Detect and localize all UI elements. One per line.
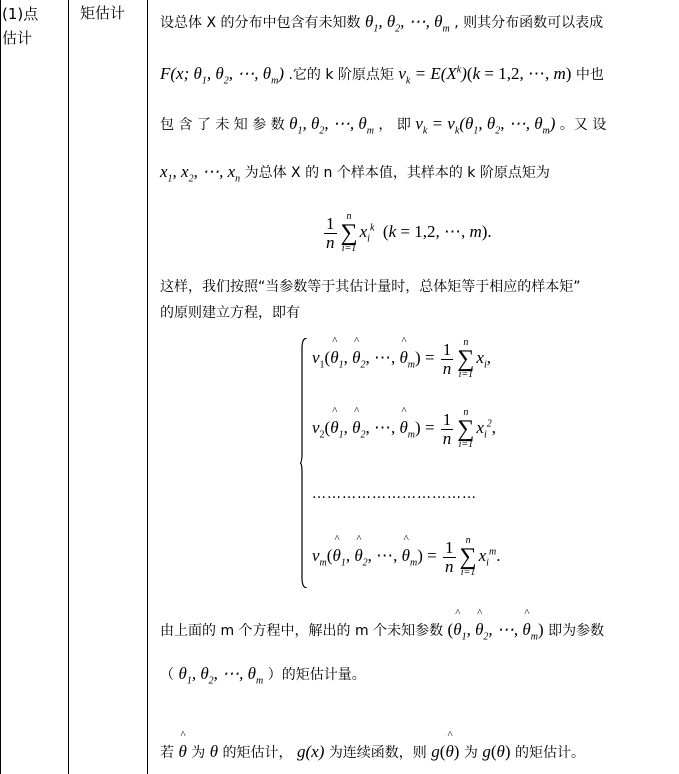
left-brace (300, 338, 308, 588)
item-cell (2, 2, 66, 50)
text-p3c: 。又 设 (559, 117, 607, 133)
text-p2b: 中也 (575, 67, 604, 83)
text-p3b: ， 即 (378, 117, 411, 133)
formula-vk-theta: $v_k = v_k(\theta_1$, $\theta_2$, ⋯, $\theta_m$) (415, 114, 556, 137)
text-p1a: 设总体 X 的分布中包含有未知数 (160, 15, 361, 31)
text-p8a: （ (160, 667, 174, 683)
formula-g-x: g(x) (296, 742, 325, 761)
text-p2a: .它的 k 阶原点矩 (288, 67, 394, 83)
formula-sample-values: $x_1$, $x_2$, ⋯, $x_n$ (160, 162, 241, 185)
table-divider-1 (68, 0, 69, 774)
text-line-8 (160, 664, 366, 686)
text-p9d: 为连续函数，则 (328, 745, 427, 761)
text-p4: 为总体 X 的 n 个样本值，其样本的 k 阶原点矩为 (244, 165, 550, 181)
text-p9e: 为 (463, 745, 478, 761)
formula-theta-list-2: $\theta_1$, $\theta_2$, ⋯, $\theta_m$ (289, 114, 374, 137)
text-line-1 (160, 12, 603, 34)
text-line-5: 这样，我们按照“当参数等于其估计量时，总体矩等于相应的样本矩” (160, 279, 581, 295)
formula-distribution: F(x; $\theta_1$, $\theta_2$, ⋯, $\theta_m$) (160, 64, 284, 87)
text-line-7 (160, 620, 604, 642)
equation-m: $v_m(\^{}$ $\theta_1$, ^ $\theta_2$, ⋯, ^ $\theta_m$) = $\frac{1}{n}$ n ∑ i=1 $x_i^m$. (312, 536, 500, 578)
text-line-4 (160, 162, 550, 184)
text-line-9 (160, 742, 585, 762)
formula-theta-hat-list: (^ $\theta_1$, ^ $\theta_2$, ⋯, ^ $\theta_m$) (448, 620, 544, 639)
text-p9f: 的矩估计。 (515, 745, 586, 761)
text-line-3 (160, 114, 606, 136)
text-p9a: 若 (160, 745, 174, 761)
formula-theta-hat: ^ θ (178, 742, 186, 761)
item-label-line1: (1)点 (2, 5, 39, 23)
text-p1b: , 则其分布函数可以表成 (454, 15, 604, 31)
formula-g-theta-hat: g(^ θ) (431, 742, 459, 761)
text-p7a: 由上面的 m 个方程中，解出的 m 个未知参数 (160, 623, 444, 639)
formula-theta-list: $\theta_1$, $\theta_2$, ⋯, $\theta_m$ (364, 12, 450, 35)
text-line-6: 的原则建立方程，即有 (160, 305, 300, 321)
text-p3a: 包 含 了 未 知 参 数 (160, 117, 285, 133)
table-border-left (0, 0, 1, 774)
formula-g-theta: g(θ) (482, 742, 511, 761)
equation-2: $v_2(\^{}$ $\theta_1$, ^ $\theta_2$, ⋯, ^ $\theta_m$) = $\frac{1}{n}$ n ∑ i=1 $x_i^2$, (312, 408, 496, 450)
formula-sample-moment: $\frac{1}{n}$ n ∑ i=1 $x_i^k$ (k = 1,2, ⋯, m). (326, 211, 492, 254)
equation-ellipsis: …………………………… (312, 486, 477, 502)
equation-1: $v_1(\^{}$ $\theta_1$, ^ $\theta_2$, ⋯, ^ $\theta_m$) = $\frac{1}{n}$ n ∑ i=1 $x_i$, (312, 338, 491, 380)
formula-theta: θ (209, 742, 219, 761)
text-p7b: 即为参数 (548, 623, 605, 639)
text-p8b: ）的矩估计量。 (267, 667, 366, 683)
item-label-line2: 估计 (2, 29, 33, 47)
text-p9c: 的矩估计， (222, 745, 293, 761)
text-p9b: 为 (191, 745, 206, 761)
formula-moment: $v_k = E(X^k)(k = 1,2$, ⋯, m) (398, 64, 572, 87)
method-cell: 矩估计 (80, 4, 126, 22)
text-line-2 (160, 64, 604, 86)
table-divider-2 (147, 0, 148, 774)
formula-theta-list-3: $\theta_1$, $\theta_2$, ⋯, $\theta_m$ (178, 664, 264, 687)
